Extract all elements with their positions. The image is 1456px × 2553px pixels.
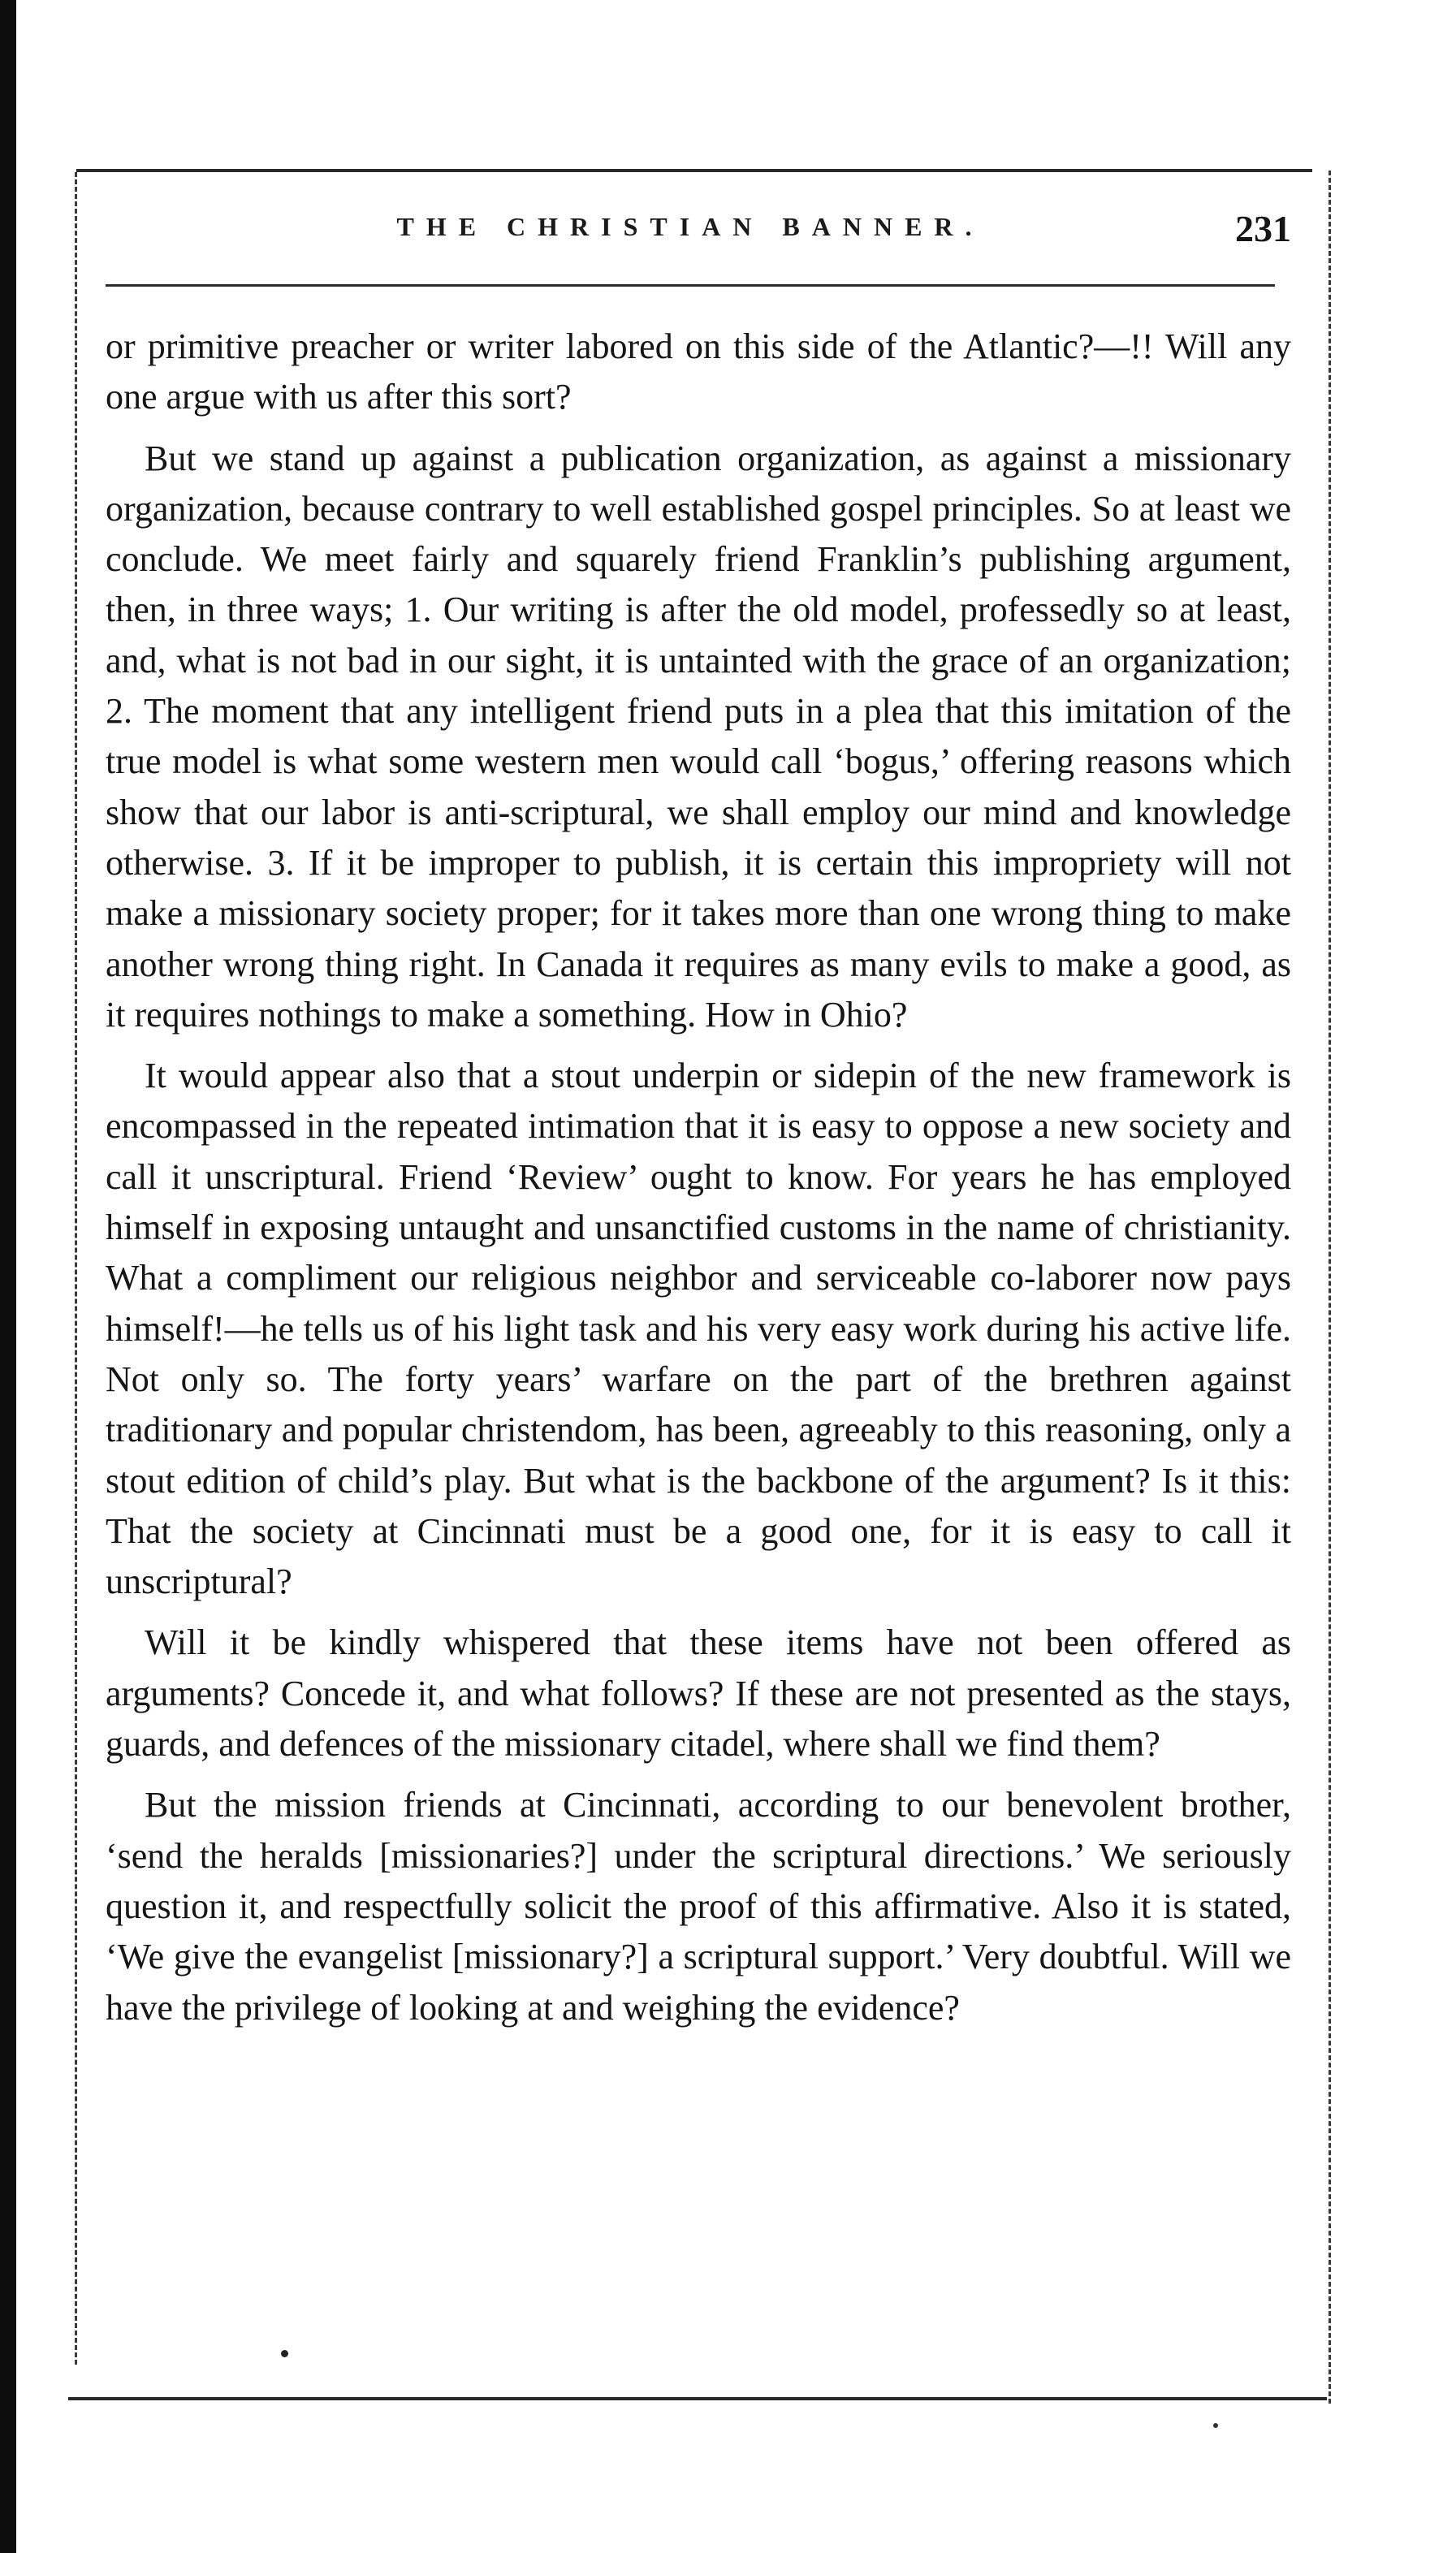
paragraph: Will it be kindly whispered that these items have not been offered as arguments? Concede it, and what follows? If these are not presented as the stays, guards, and defences of the missionary citadel, where shall we find them? [106,1622,1291,1765]
paragraph-continuation: or primitive preacher or writer labored on this side of the Atlantic?—!! Will any one argue with us after this sort? [106,326,1291,417]
page-binding-edge [0,0,16,2553]
page-frame-left-edge [75,172,77,2365]
paragraph: It would appear also that a stout underpin or sidepin of the new framework is encompassed in the repeated intimation that it is easy to oppose a new society and call it unscriptural. Friend ‘Review’ ought to know. For years he has employed himself in exposing untaught and unsanctified customs in the name of christianity. What a compliment our religious neighbor and serviceable co-laborer now pays himself!—he tells us of his light task and his very easy work during his active life. Not only so. The forty years’ warfare on the part of the brethren against traditionary and popular christendom, has been, agreeably to this reasoning, only a stout edition of child’s play. But what is the backbone of the argument? Is it this: That the society at Cincinnati must be a good one, for it is easy to call it unscriptural? [106,1056,1291,1602]
header-rule [106,284,1275,287]
page-frame-bottom-rule [68,2397,1327,2400]
footer-ornament-dot [281,2350,288,2357]
page-frame-right-edge [1329,171,1331,2404]
paragraph: But we stand up against a publication organization, as against a missionary organization, because contrary to well established gospel principles. So at least we conclude. We meet fairly and squarely friend Franklin’s publishing argument, then, in three ways; 1. Our writing is after the old model, professedly so at least, and, what is not bad in our sight, it is untainted with the grace of an organization; 2. The moment that any intelligent friend puts in a plea that this imitation of the true model is what some western men would call ‘bogus,’ offering reasons which show that our labor is anti-scriptural, we shall employ our mind and knowledge otherwise. 3. If it be improper to publish, it is certain this impropriety will not make a missionary society proper; for it takes more than one wrong thing to make another wrong thing right. In Canada it requires as many evils to make a good, as it requires nothings to make a something. How in Ohio? [106,438,1291,1035]
article-body [106,322,1291,2033]
page-header [89,207,1291,256]
page-number: 231 [1235,208,1291,249]
paragraph: But the mission friends at Cincinnati, according to our benevolent brother, ‘send the heralds [missionaries?] under the scriptural directions.’ We seriously question it, and respectfully solicit the proof of this affirmative. Also it is stated, ‘We give the evangelist [missionary?] a scriptural support.’ Very doubtful. Will we have the privilege of looking at and weighing the evidence? [106,1785,1291,2028]
margin-speck [1213,2423,1218,2428]
page-frame-top-rule [76,169,1312,172]
running-title: THE CHRISTIAN BANNER. [396,212,984,241]
